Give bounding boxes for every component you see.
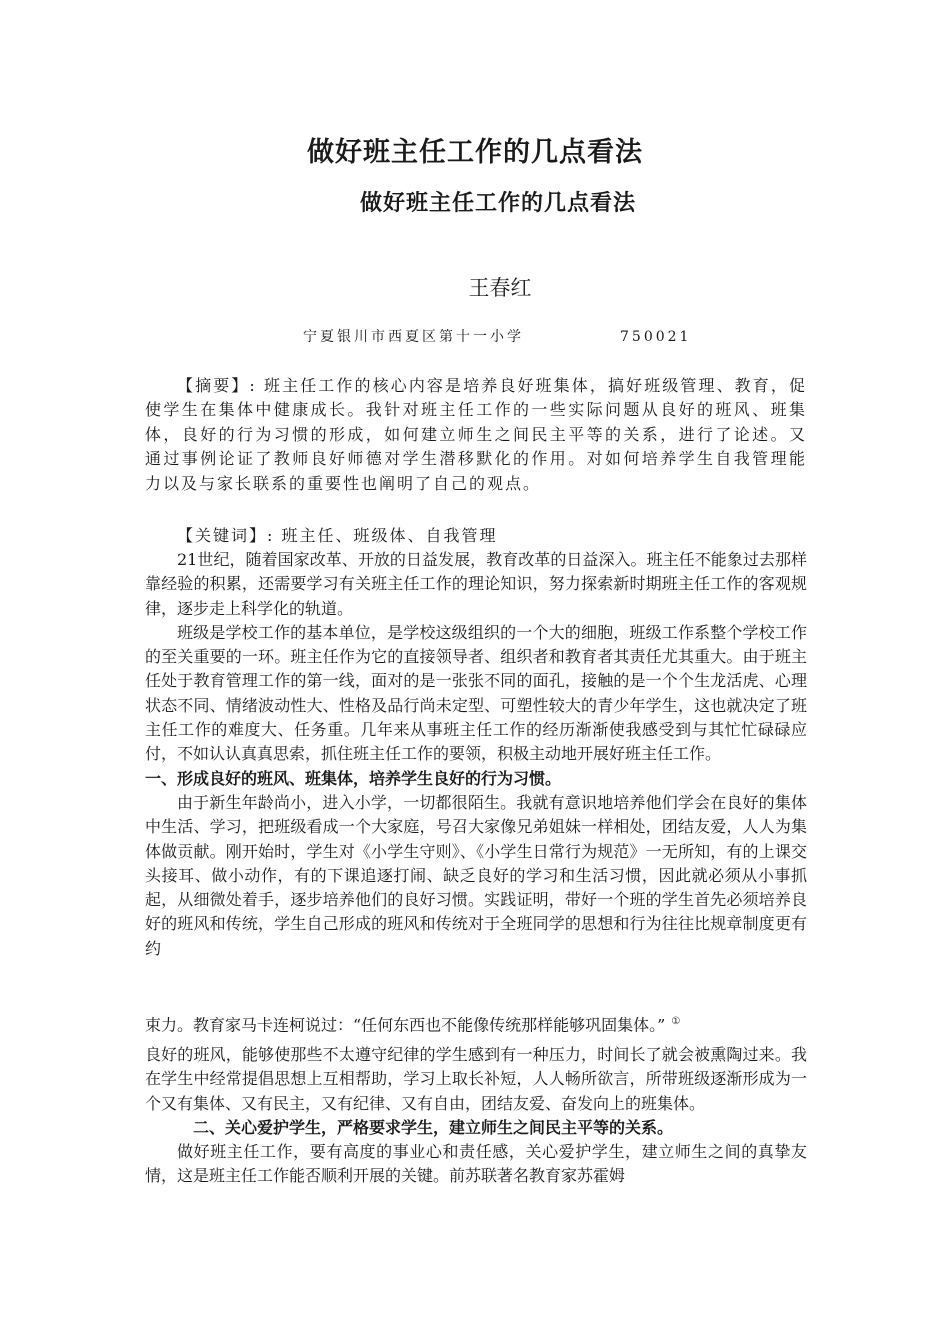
affiliation: 宁夏银川市西夏区第十一小学 [303,329,524,345]
body-section-1 [145,548,807,961]
body-section-2 [145,1043,807,1189]
footnote-marker[interactable]: ① [671,1016,681,1027]
section-heading-1: 一、形成良好的班风、班集体，培养学生良好的行为习惯。 [145,768,562,788]
body-paragraph-5: 做好班主任工作，要有高度的事业心和责任感，关心爱护学生，建立师生之间的真挚友情，这是班主任工作能否顺利开展的关键。前苏联著名教育家苏霍姆 [145,1142,807,1186]
body-paragraph-3: 由于新生年龄尚小，进入小学，一切都很陌生。我就有意识地培养他们学会在良好的集体中生活、学习，把班级看成一个大家庭，号召大家像兄弟姐妹一样相处，团结友爱，人人为集体做贡献。刚开始时，学生对《小学生守则》、《小学生日常行为规范》一无所知，有的上课交头接耳、做小动作，有的下课追逐打闹、缺乏良好的学习和生活习惯，因此就必须从小事抓起，从细微处着手，逐步培养他们的良好习惯。实践证明，带好一个班的学生首先必须培养良好的班风和传统，学生自己形成的班风和传统对于全班同学的思想和行为往往比规章制度更有约 [145,792,807,958]
abstract-block [145,374,807,496]
affiliation-line [303,326,691,346]
document-subtitle: 做好班主任工作的几点看法 [360,190,637,216]
quote-line [145,1010,807,1037]
quote-text: 束力。教育家马卡连柯说过：“任何东西也不能像传统那样能够巩固集体。” [145,1015,666,1035]
keywords-paragraph: 【关键词】: 班主任、班级体、自我管理 [177,526,498,545]
body-paragraph-4: 良好的班风，能够使那些不太遵守纪律的学生感到有一种压力，时间长了就会被熏陶过来。我在学生中经常提倡思想上互相帮助，学习上取长补短，人人畅所欲言，所带班级逐渐形成为一个又有集体、又有民主，又有纪律、又有自由，团结友爱、奋发向上的班集体。 [145,1045,807,1113]
abstract-paragraph: 【摘要】: 班主任工作的核心内容是培养良好班集体，搞好班级管理、教育，促使学生在集体中健康成长。我针对班主任工作的一些实际问题从良好的班风、班集体，良好的行为习惯的形成，如何建立师生之间民主平等的关系，进行了论述。又通过事例论证了教师良好师德对学生潜移默化的作用。对如何培养学生自我管理能力以及与家长联系的重要性也阐明了自己的观点。 [145,376,807,493]
keywords-block [145,524,807,548]
quote-line-block [145,1010,807,1037]
body-paragraph-1: 21世纪，随着国家改革、开放的日益发展，教育改革的日益深入。班主任不能象过去那样靠经验的积累，还需要学习有关班主任工作的理论知识，努力探索新时期班主任工作的客观规律，逐步走上科学化的轨道。 [145,550,807,618]
author-name: 王春红 [468,276,532,300]
body-paragraph-2: 班级是学校工作的基本单位，是学校这级组织的一个大的细胞，班级工作系整个学校工作的至关重要的一环。班主任作为它的直接领导者、组织者和教育者其责任尤其重大。由于班主任处于教育管理工作的第一线，面对的是一张张不同的面孔，接触的是一个个生龙活虎、心理状态不同、情绪波动性大、性格及品行尚未定型、可塑性较大的青少年学生，这也就决定了班主任工作的难度大、任务重。几年来从事班主任工作的经历渐渐使我感受到与其忙忙碌碌应付，不如认认真真思索，抓住班主任工作的要领，积极主动地开展好班主任工作。 [145,622,807,764]
document-title: 做好班主任工作的几点看法 [307,137,643,168]
section-heading-2: 二、关心爱护学生，严格要求学生，建立师生之间民主平等的关系。 [193,1117,674,1137]
postcode: 750021 [620,329,692,345]
